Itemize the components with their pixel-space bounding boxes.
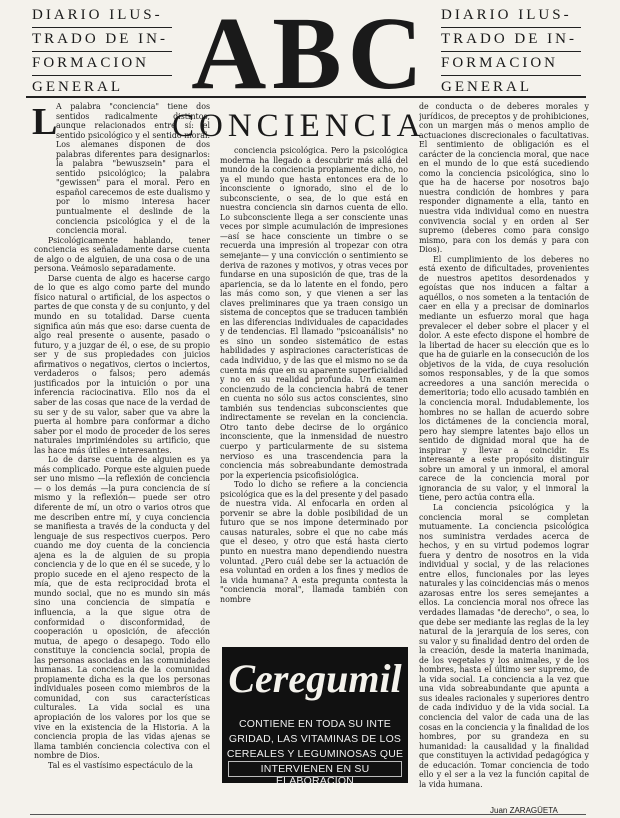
masthead-left-line: DIARIO ILUS- xyxy=(32,4,172,28)
article-title: CONCIENCIA xyxy=(172,108,426,144)
masthead-right-line: DIARIO ILUS- xyxy=(441,4,581,28)
drop-cap: L xyxy=(32,101,58,143)
ad-line: INTERVIENEN EN SU ELABORACION xyxy=(260,763,370,787)
masthead-right-line: TRADO DE IN- xyxy=(441,28,581,52)
ad-line: GRIDAD, LAS VITAMINAS DE LOS xyxy=(228,733,402,745)
masthead-left-line: GENERAL xyxy=(32,79,123,95)
article-column-1 xyxy=(34,102,210,796)
paragraph: Todo lo dicho se refiere a la conciencia psicológica que es la del presente y del pasado de nuestra vida. Al enfocarla en orden al porvenir se abre la doble posibilidad de un futuro que se nos impone determinado por causas naturales, sobre el que no cabe más que el deseo, y otro que está hasta cierto punto en nuestra mano dependiendo nuestra voluntad. ¿Pero cuál debe ser la actuación de esa voluntad en orden a los fines y medios de la vida humana? A esta pregunta contesta la "conciencia moral", llamada también con nombre xyxy=(220,480,408,604)
top-rule xyxy=(26,96,586,98)
bottom-rule xyxy=(30,814,586,815)
paragraph: Psicológicamente hablando, tener conciencia es señaladamente darse cuenta de algo o de alguien, de una cosa o de una persona. Veámoslo separadamente. xyxy=(34,235,210,274)
article-column-3 xyxy=(419,102,589,802)
article-column-2 xyxy=(220,146,408,630)
ad-line: CONTIENE EN TODA SU INTE xyxy=(238,718,392,730)
ad-line: CEREALES Y LEGUMINOSAS QUE xyxy=(226,748,404,760)
masthead-left-line: FORMACION xyxy=(32,52,172,76)
paragraph: El cumplimiento de los deberes no está exento de dificultades, provenientes de nuestros apetitos desordenados y egoístas que nos inducen a faltar a aquéllos, o nos someten a la tentación de caer en ella y a precisar de dominarlos mediante un esfuerzo moral que haga prevalecer el deber sobre el placer y el dolor. A este efecto dispone el hombre de la libertad de hacer su elección que es lo que ha de guiarle en la consecución de los objetivos de la vida, de cuya resolución somos responsables, y de la que somos acreedores a una sanción merecida o demeritoria; todo ello acusado también en la conciencia moral. Indudablemente, los hombres no se hallan de acuerdo sobre los dictámenes de la conciencia moral, pero hay siempre latentes bajo ellos un sentido de dignidad moral que ha de inspirar y llevar a coincidir. Es interesante a este propósito distinguir sobre un amoral y un inmoral, el amoral carece de la conciencia moral por ignorancia de su valor, y el inmoral la tiene, pero actúa contra ella. xyxy=(419,254,589,503)
ad-brand: Ceregumil xyxy=(228,656,402,701)
newspaper-logo: ABC xyxy=(191,0,429,111)
masthead-left xyxy=(32,4,172,99)
paragraph: Lo de darse cuenta de alguien es ya más complicado. Porque este alguien puede ser uno mismo —la reflexión de conciencia— o los demás —la pura conciencia de sí mismo y la reflexión— puede ser otro diferente de mí, un otro o varios otros que me describen entre mí, y cuya conciencia se manifiesta a través de la conducta y del lenguaje de sus respectivos cuerpos. Pero cuando me doy cuenta de la conciencia ajena es la de alguien de su propia conciencia y de lo que en él se sucede, y lo propio sucede en el ajeno respecto de la mía, que de esta reciprocidad brota el mundo social, que no es mundo sin más sino una conciencia de simpatía e influencia, a la que sigue otra de conformidad o disconformidad, de cooperación u oposición, de afección mutua, de apego o desapego. Todo ello constituye la conciencia social, propia de las personas asociadas en las comunidades humanas. La conciencia de la comunidad propiamente dicha es la que los personas individuales poseen como miembros de la comunidad, con sus características culturales. La vida social es una apropiación de los valores por los que se vive en la existencia de la Historia. A la conciencia propia de las vidas ajenas se llama también conciencia colectiva con el nombre de Dios. xyxy=(34,455,210,761)
paragraph: conciencia psicológica. Pero la psicológica moderna ha llegado a descubrir más allá del mundo de la conciencia propiamente dicho, no ya el mundo que hasta entonces era de lo inconsciente o ignorado, sino el de lo subconsciente, o sea, de lo que está en nuestra conciencia sin darnos cuenta de ello. Lo subconsciente llega a ser consciente unas veces por simple acumulación de impresiones —así se hace consciente un timbre o se recuerda una impresión al tropezar con otra semejante— y una convicción o sentimiento se deriva de razones y motivos, y otras veces por fundarse en una suposición de que, tras de la apariencia, se da lo latente en el fondo, pero las más como son, y que vienen a ser las claves preliminares que ya traen consigo un sistema de conceptos que se traducen también en las diferencias individuales de capacidades y de tendencias. El llamado "psicoanálisis" no es sino un sondeo sistemático de estas habilidades y aspiraciones características de cada individuo, y de las que el mismo no se da cuenta más que en su aparente superficialidad y no en su realidad profunda. Un examen concienzudo de la conciencia habrá de tener en cuenta no sólo sus actos conscientes, sino también sus tendencias subconscientes que indirectamente se revelan en la conciencia. Otro tanto debe decirse de lo orgánico inconsciente, que la inmensidad de nuestro cuerpo y particularmente de su sistema nervioso es una trascendencia para la conciencia más sobreabundante demostrada por la experiencia psicofisiológica. xyxy=(220,146,408,480)
masthead-right-line: FORMACION xyxy=(441,52,581,76)
masthead-right xyxy=(441,4,581,99)
ceregumil-advertisement xyxy=(222,647,408,787)
article-header xyxy=(32,101,442,144)
masthead-right-line: GENERAL xyxy=(441,79,532,95)
masthead-left-line: TRADO DE IN- xyxy=(32,28,172,52)
author-signature: Juan ZARAGÜETA xyxy=(490,806,558,815)
paragraph: de conducta o de deberes morales y jurídicos, de preceptos y de prohibiciones, con un margen más o menos amplio de actuaciones discrecionales o facultativas. El sentimiento de obligación es el carácter de la conciencia moral, que nace en el mundo de lo que está sucediendo como la conciencia psicológica, sino lo que ha de hacerse por nosotros bajo nuestra condición de hombres y para responder dignamente a ella, tanto en nuestra vida individual como en nuestra convivencia social y en orden al Ser supremo (deberes como para consigo mismo, para con los demás y para con Dios). xyxy=(419,102,589,255)
paragraph: Darse cuenta de algo es hacerse cargo de lo que es algo como parte del mundo físico natural o artificial, de los aspectos o partes de que consta y de su conjunto, y del mundo en su totalidad. Darse cuenta significa aún más que eso: darse cuenta de algo real presente o ausente, pasado o futuro, y a juzgar de él, o ese, de su propio ser y de sus propiedades con juicios afirmativos o negativos, ciertos o inciertos, verdaderos o falsos; pero además justificados por la intuición o por una inferencia raciocinativa. Ello nos da el saber de las cosas que nace de la verdad de su ser y de su valor, saber que va abre la puerta al hombre para conformar a dicho saber por el modo de proceder de los seres naturales imprimiéndoles su artificio, que las hace más útiles e interesantes. xyxy=(34,273,210,455)
paragraph: A palabra "conciencia" tiene dos sentidos radicalmente distintos, aunque relacionados entre sí: el sentido psicológico y el sentido moral. Los alemanes disponen de dos palabras diferentes para designarlos: la palabra "bewuszsein" para el sentido psicológico; la palabra "gewissen" para el moral. Pero en español carecemos de este dualismo y por lo mismo interesa hacer puntualmente el deslinde de la conciencia psicológica y el de la conciencia moral. xyxy=(56,102,210,236)
paragraph: La conciencia psicológica y la conciencia moral se completan mutuamente. La conciencia psicológica nos suministra verdades acerca de hechos, y en su virtud podemos lograr fuera y dentro de nosotros en la vida individual y social, y de las relaciones entre ellos, funcionales por las leyes naturales y las coincidencias más o menos azarosas entre los seres semejantes a ellos. La conciencia moral nos ofrece las verdades llamadas "de derecho", o sea, lo que debe ser mediante las reglas de la ley natural de la jerarquía de los seres, con su valor y su finalidad dentro del orden de la creación, desde la materia inanimada, de los vegetales y los animales, y de los hombres, hasta el último ser supremo, de la vida social. La conciencia a la vez que una vida sobreabundante que apunta a sus ideales racionales y superiores dentro de cada individuo y de la vida social. La conciencia del valor de cada una de las cosas en la conciencia y la finalidad de los hombres, por su grandeza en su humanidad: la causalidad y la finalidad que constituyen la actividad pedagógica y de educación. Tomar conciencia de todo ello y el ser a la vez la función capital de la vida humana. xyxy=(419,502,589,789)
paragraph: Tal es el vastísimo espectáculo de la xyxy=(48,760,194,770)
